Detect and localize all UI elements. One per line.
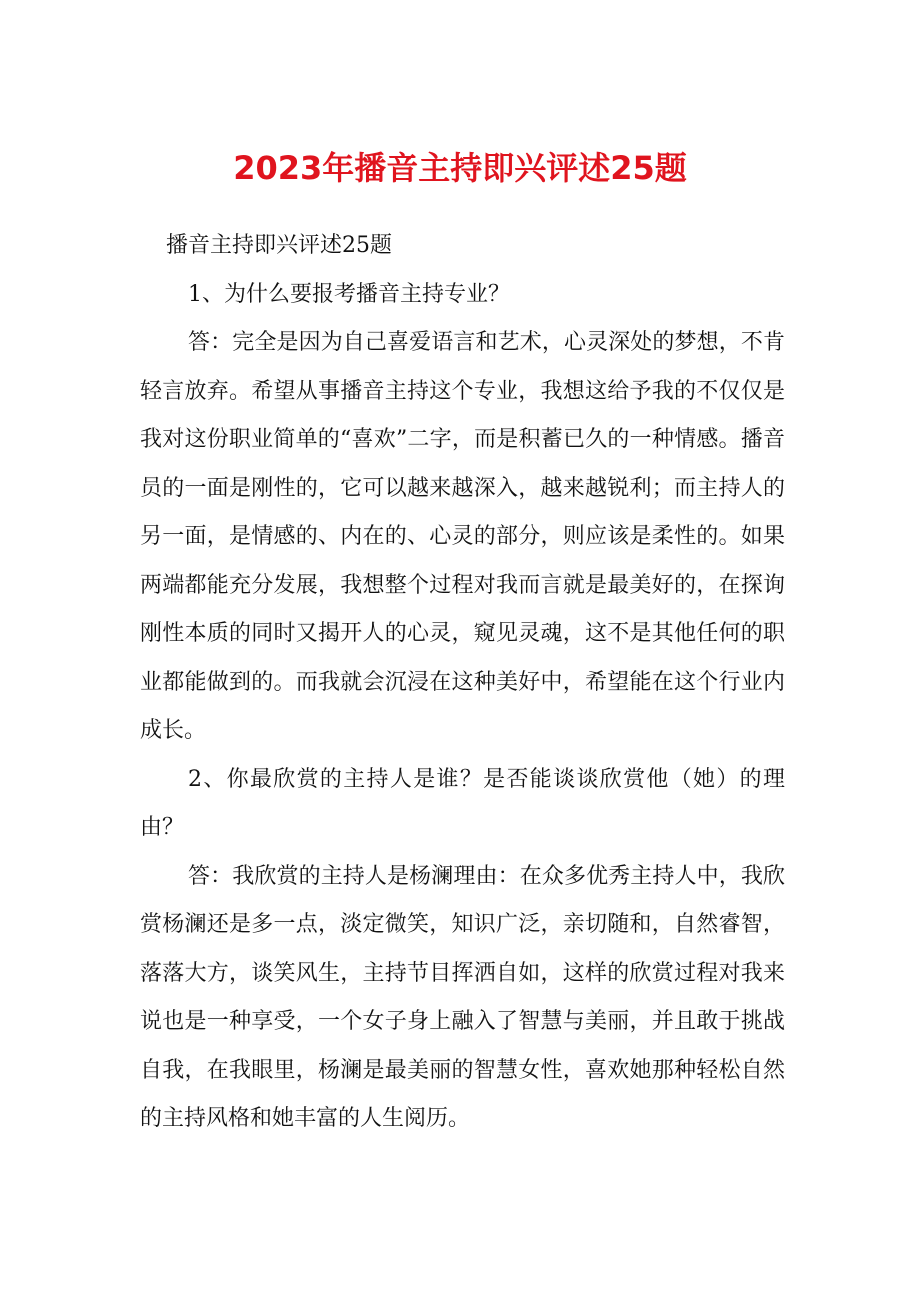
document-title: 2023年播音主持即兴评述25题 <box>233 149 687 187</box>
question-2: 2、你最欣赏的主持人是谁？是否能谈谈欣赏他（她）的理由？ <box>140 766 785 840</box>
answer-2: 答：我欣赏的主持人是杨澜理由：在众多优秀主持人中，我欣赏杨澜还是多一点，淡定微笑，知识广泛，亲切随和，自然睿智，落落大方，谈笑风生，主持节目挥洒自如，这样的欣赏过程对我来说也是一种享受，一个女子身上融入了智慧与美丽，并且敢于挑战自我，在我眼里，杨澜是最美丽的智慧女性，喜欢她那种轻松自然的主持风格和她丰富的人生阅历。 <box>140 863 785 1131</box>
answer-1: 答：完全是因为自己喜爱语言和艺术，心灵深处的梦想，不肯轻言放弃。希望从事播音主持这个专业，我想这给予我的不仅仅是我对这份职业简单的“喜欢”二字，而是积蓄已久的一种情感。播音员的一面是刚性的，它可以越来越深入，越来越锐利；而主持人的另一面，是情感的、内在的、心灵的部分，则应该是柔性的。如果两端都能充分发展，我想整个过程对我而言就是最美好的，在探询刚性本质的同时又揭开人的心灵，窥见灵魂，这不是其他任何的职业都能做到的。而我就会沉浸在这种美好中，希望能在这个行业内成长。 <box>140 330 785 743</box>
document-body <box>140 222 785 1144</box>
subtitle-paragraph: 播音主持即兴评述25题 <box>166 233 392 258</box>
question-1: 1、为什么要报考播音主持专业？ <box>188 281 510 307</box>
